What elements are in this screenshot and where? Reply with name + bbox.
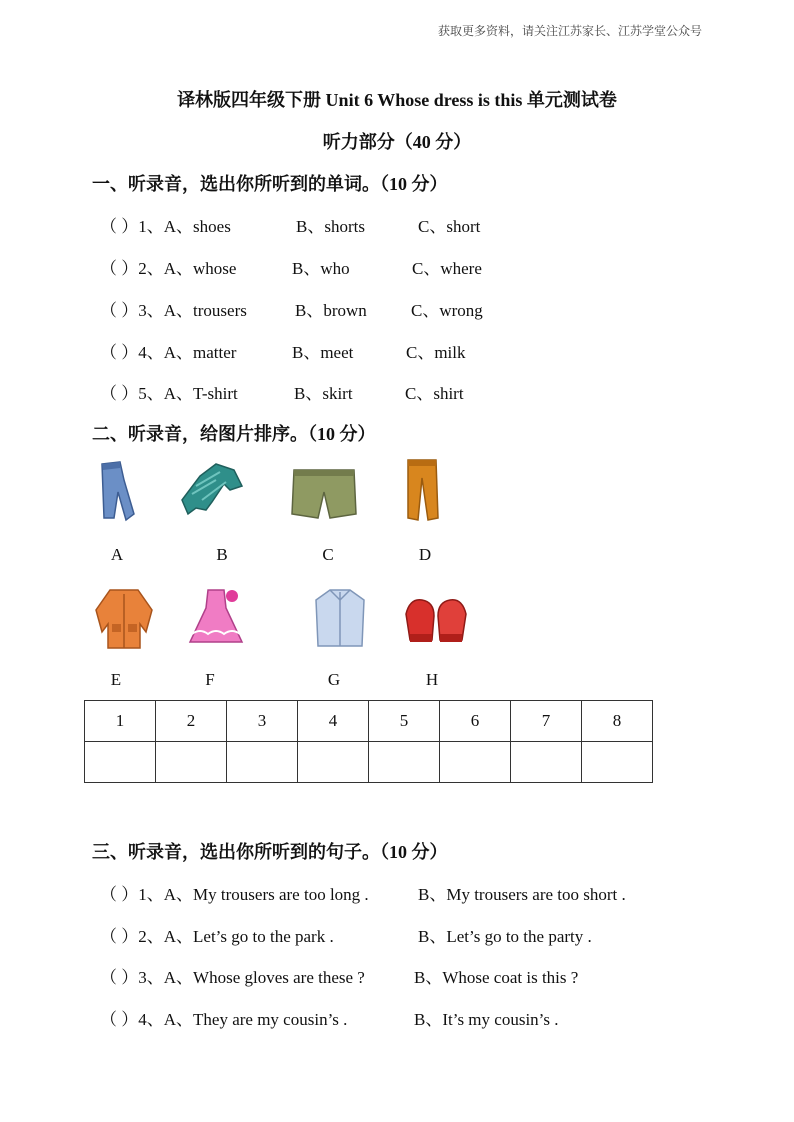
table-cell: 6 bbox=[440, 701, 511, 742]
answer-cell[interactable] bbox=[440, 742, 511, 783]
option-c: C、where bbox=[412, 259, 482, 278]
option-b: B、Let’s go to the party . bbox=[418, 927, 592, 946]
picture-label: H bbox=[425, 670, 439, 689]
jeans-icon bbox=[84, 456, 156, 528]
option-a: （ ）1、A、My trousers are too long . bbox=[100, 885, 369, 904]
option-a: （ ）2、A、whose bbox=[100, 259, 237, 278]
option-b: B、It’s my cousin’s . bbox=[414, 1010, 559, 1029]
table-cell: 1 bbox=[85, 701, 156, 742]
table-cell: 4 bbox=[298, 701, 369, 742]
option-a: （ ）3、A、Whose gloves are these ? bbox=[100, 968, 365, 987]
section2-title: 二、听录音，给图片排序。（10 分） bbox=[92, 424, 376, 444]
table-cell: 5 bbox=[369, 701, 440, 742]
option-c: C、shirt bbox=[405, 384, 464, 403]
table-cell: 3 bbox=[227, 701, 298, 742]
table-header-row bbox=[85, 701, 653, 742]
answer-row bbox=[85, 742, 653, 783]
table-cell: 2 bbox=[156, 701, 227, 742]
picture-label: B bbox=[216, 545, 228, 564]
answer-cell[interactable] bbox=[227, 742, 298, 783]
page-title: 译林版四年级下册 Unit 6 Whose dress is this 单元测试卷 bbox=[177, 90, 617, 110]
option-a: （ ）2、A、Let’s go to the park . bbox=[100, 927, 334, 946]
option-b: B、who bbox=[292, 259, 350, 278]
trousers-icon bbox=[390, 456, 462, 528]
picture-label: G bbox=[327, 670, 341, 689]
shorts-icon bbox=[288, 456, 360, 528]
picture-label: C bbox=[322, 545, 334, 564]
section3-title: 三、听录音，选出你所听到的句子。（10 分） bbox=[92, 842, 448, 862]
option-c: C、wrong bbox=[411, 301, 483, 320]
picture-label: F bbox=[205, 670, 215, 689]
option-c: C、milk bbox=[406, 343, 466, 362]
answer-cell[interactable] bbox=[511, 742, 582, 783]
option-a: （ ）1、A、shoes bbox=[100, 217, 231, 236]
option-a: （ ）4、A、matter bbox=[100, 343, 237, 362]
option-b: B、Whose coat is this ? bbox=[414, 968, 579, 987]
answer-cell[interactable] bbox=[85, 742, 156, 783]
answer-cell[interactable] bbox=[298, 742, 369, 783]
picture-label: D bbox=[418, 545, 432, 564]
option-b: B、meet bbox=[292, 343, 354, 362]
picture-label: A bbox=[110, 545, 124, 564]
answer-cell[interactable] bbox=[582, 742, 653, 783]
section1-title: 一、听录音，选出你所听到的单词。（10 分） bbox=[92, 174, 448, 194]
answer-cell[interactable] bbox=[369, 742, 440, 783]
option-b: B、My trousers are too short . bbox=[418, 885, 626, 904]
option-a: （ ）3、A、trousers bbox=[100, 301, 247, 320]
option-c: C、short bbox=[418, 217, 481, 236]
answer-table bbox=[84, 700, 653, 783]
option-b: B、brown bbox=[295, 301, 367, 320]
page-subtitle: 听力部分（40 分） bbox=[322, 132, 472, 152]
table-cell: 7 bbox=[511, 701, 582, 742]
answer-cell[interactable] bbox=[156, 742, 227, 783]
option-a: （ ）5、A、T-shirt bbox=[100, 384, 238, 403]
picture-label: E bbox=[110, 670, 122, 689]
option-b: B、shorts bbox=[296, 217, 365, 236]
option-a: （ ）4、A、They are my cousin’s . bbox=[100, 1010, 348, 1029]
dress-icon bbox=[180, 584, 252, 656]
table-cell: 8 bbox=[582, 701, 653, 742]
gloves-icon bbox=[400, 584, 472, 656]
option-b: B、skirt bbox=[294, 384, 353, 403]
coat-icon bbox=[88, 584, 160, 656]
shirt-icon bbox=[304, 584, 376, 656]
header-note: 获取更多资料，请关注江苏家长、江苏学堂公众号 bbox=[437, 24, 702, 38]
sweater-icon bbox=[176, 456, 248, 528]
